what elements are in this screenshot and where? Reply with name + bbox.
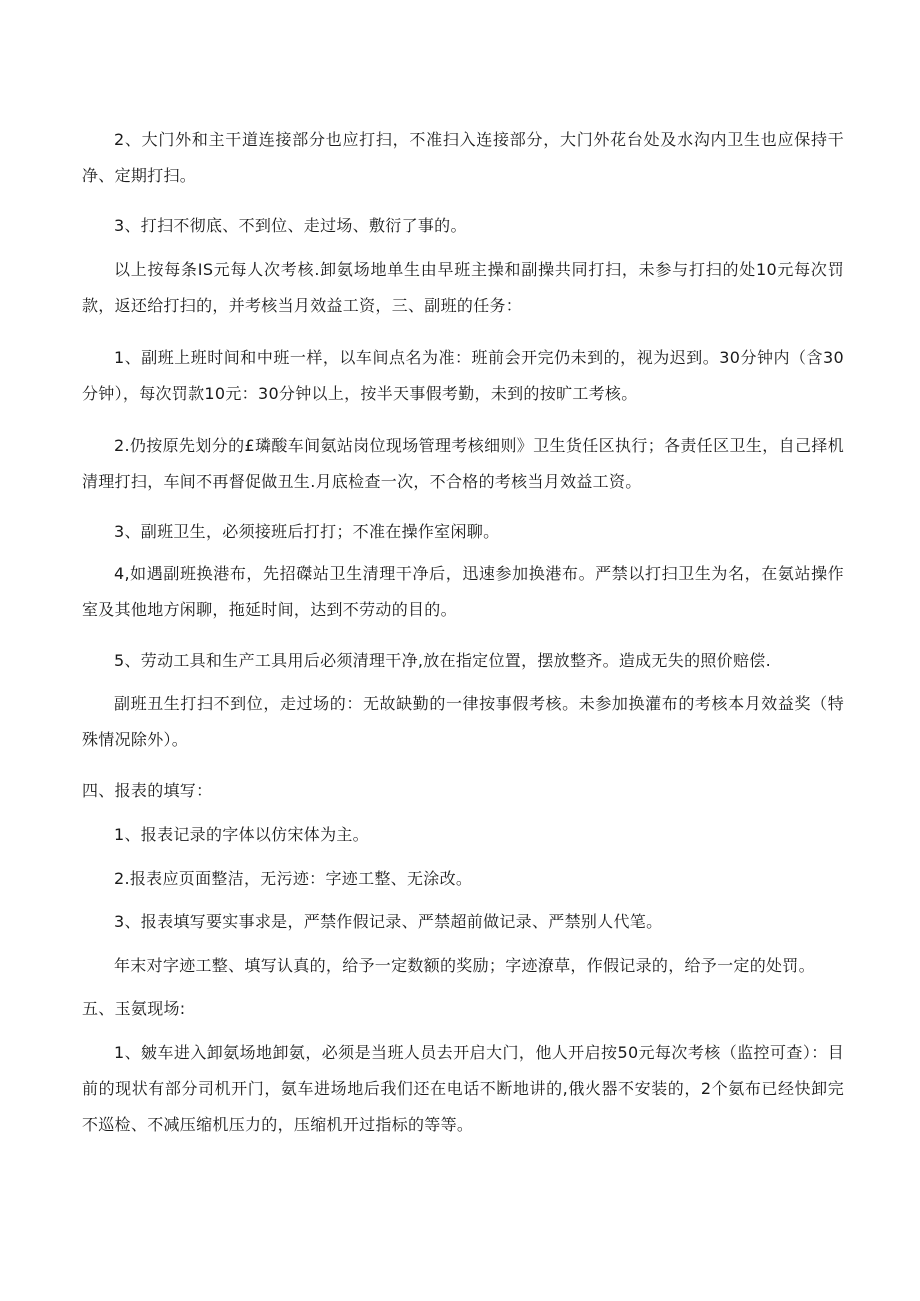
paragraph-7: 4,如遇副班换港布，先招磔站卫生清理干净后，迅速参加换港布。严禁以打扫卫生为名，在氨站操作室及其他地方闲聊，拖延时间，达到不劳动的目的。 bbox=[82, 564, 844, 619]
paragraph-13: 3、报表填写要实事求是，严禁作假记录、严禁超前做记录、严禁别人代笔。 bbox=[114, 912, 663, 931]
section-heading-ammonia-site: 五、玉氨现场: bbox=[82, 999, 186, 1018]
paragraph-6: 3、副班卫生，必须接班后打打；不准在操作室闲聊。 bbox=[114, 522, 500, 541]
paragraph-11: 1、报表记录的字体以仿宋体为主。 bbox=[114, 825, 369, 844]
paragraph-2: 3、打扫不彻底、不到位、走过场、敷衍了事的。 bbox=[114, 216, 467, 235]
section-heading-reports: 四、报表的填写： bbox=[82, 781, 213, 800]
paragraph-8: 5、劳动工具和生产工具用后必须清理干净,放在指定位置，摆放整齐。造成无失的照价赔偿. bbox=[114, 651, 771, 670]
paragraph-3: 以上按每条IS元每人次考核.卸氨场地单生由早班主操和副操共同打扫，未参与打扫的处10元每次罚款，返还给打扫的，并考核当月效益工资，三、副班的任务： bbox=[82, 260, 844, 315]
paragraph-12: 2.报表应页面整洁，无污迹：字迹工整、无涂改。 bbox=[114, 869, 473, 888]
paragraph-1: 2、大门外和主干道连接部分也应打扫，不准扫入连接部分，大门外花台处及水沟内卫生也应保持干净、定期打扫。 bbox=[82, 130, 844, 185]
paragraph-14: 年末对字迹工整、填写认真的，给予一定数额的奖励；字迹潦草，作假记录的，给予一定的处罚。 bbox=[114, 956, 815, 975]
paragraph-9: 副班丑生打扫不到位，走过场的：无故缺勤的一律按事假考核。未参加换灌布的考核本月效益奖（特殊情况除外）。 bbox=[82, 694, 844, 749]
paragraph-16: 1、皴车进入卸氨场地卸氨，必须是当班人员去开启大门，他人开启按50元每次考核（监控可查）：目前的现状有部分司机开门，氨车进场地后我们还在电话不断地讲的,俄火器不安装的，2个氨布已经快卸完不巡检、不减压缩机压力的，压缩机开过指标的等等。 bbox=[82, 1043, 844, 1134]
paragraph-5: 2.仍按原先划分的£璘酸车间氨站岗位现场管理考核细则》卫生货任区执行；各责任区卫生，自己择机清理打扫，车间不再督促做丑生.月底检查一次，不合格的考核当月效益工资。 bbox=[82, 436, 844, 491]
paragraph-4: 1、副班上班时间和中班一样，以车间点名为准：班前会开完仍未到的，视为迟到。30分钟内（含30分钟），每次罚款10元：30分钟以上，按半天事假考勤，未到的按旷工考核。 bbox=[82, 348, 844, 403]
